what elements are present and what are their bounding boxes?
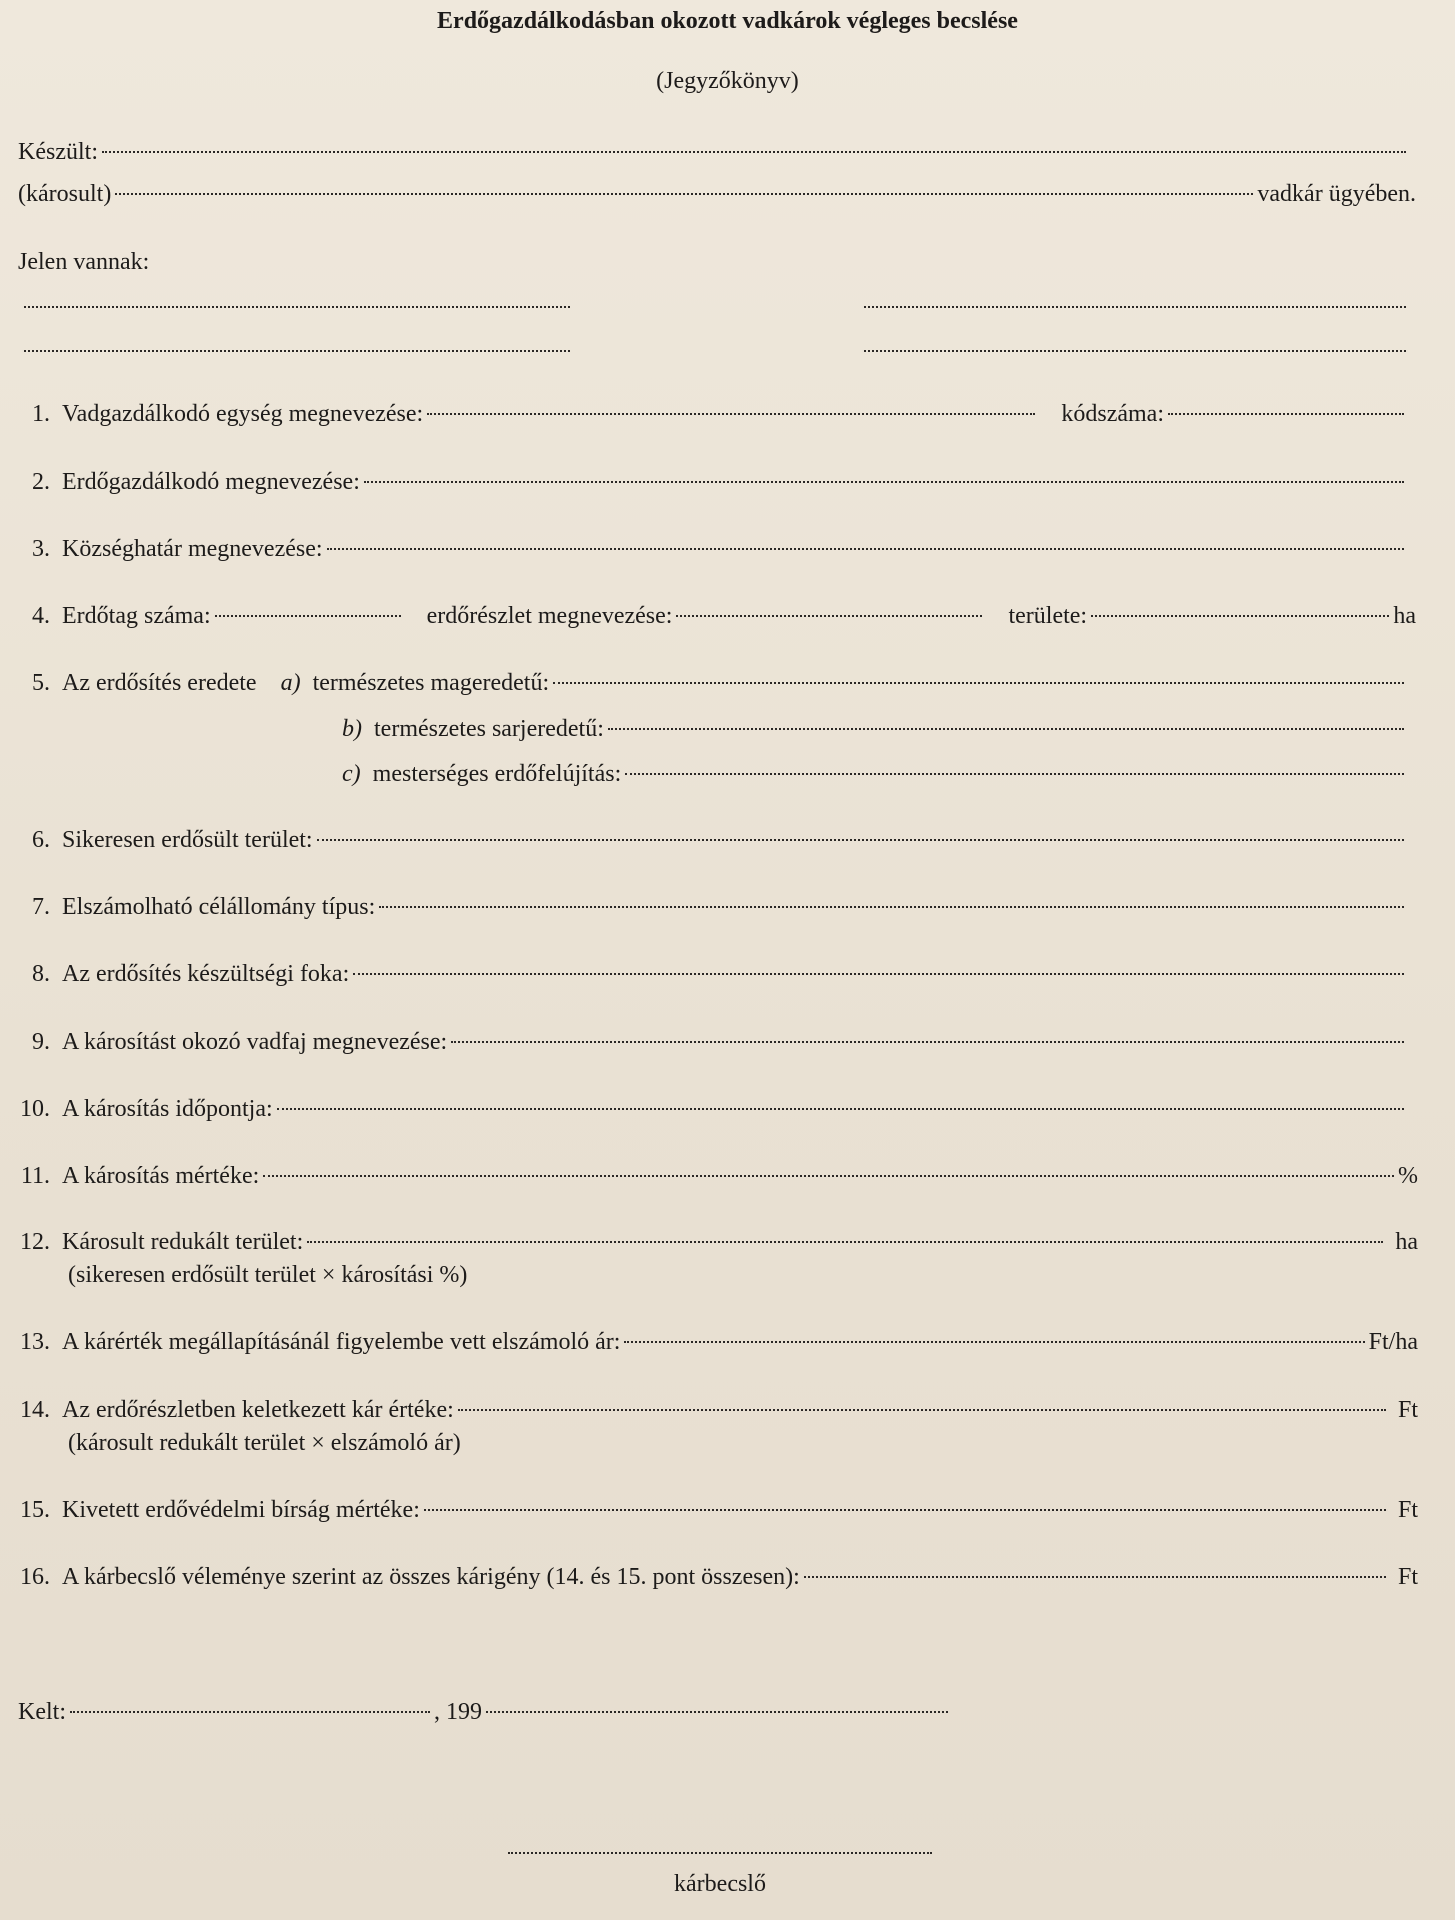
item-label: Erdőtag száma: (62, 603, 211, 629)
karosult-field[interactable] (115, 193, 1253, 195)
attendee-field-4[interactable] (864, 350, 1406, 352)
attendee-field-1[interactable] (24, 306, 570, 308)
item-label: Kivetett erdővédelmi bírság mértéke: (62, 1497, 420, 1523)
erdotag-field[interactable] (215, 615, 401, 617)
item-label: A károsítás mértéke: (62, 1163, 260, 1189)
kelt-year-label: , 199 (434, 1699, 482, 1725)
terulete-field[interactable] (1091, 615, 1389, 617)
item-14-note: (károsult redukált terület × elszámoló ár) (68, 1430, 461, 1456)
option-b-label: természetes sarjeredetű: (374, 716, 604, 742)
sarjeredetu-field[interactable] (608, 728, 1404, 730)
jelen-label: Jelen vannak: (18, 249, 150, 275)
item-number: 8. (32, 961, 50, 987)
item-5 (0, 667, 1408, 699)
option-c-label: mesterséges erdőfelújítás: (372, 761, 622, 787)
item-11 (0, 1160, 1418, 1192)
kodszam-label: kódszáma: (1061, 401, 1164, 427)
signature-line[interactable] (508, 1852, 932, 1854)
item-number: 5. (32, 670, 50, 696)
item-label: Az erdősítés eredete (62, 670, 257, 696)
keszult-label: Készült: (18, 139, 98, 165)
item-number: 11. (20, 1163, 50, 1189)
item-7 (0, 891, 1408, 923)
celallomany-field[interactable] (379, 906, 1404, 908)
option-c-mark: c) (342, 761, 361, 787)
item-label: A kárérték megállapításánál figyelembe vett elszámoló ár: (62, 1329, 621, 1355)
vadgazdalkodo-field[interactable] (427, 413, 1035, 415)
vadfaj-field[interactable] (451, 1041, 1404, 1043)
item-12 (0, 1226, 1418, 1258)
terulete-label: területe: (1008, 603, 1088, 629)
erdoreszlet-field[interactable] (676, 615, 982, 617)
item-8 (0, 958, 1408, 990)
unit-label: ha (1393, 603, 1416, 629)
form-title: Erdőgazdálkodásban okozott vadkárok végleges becslése (437, 8, 1018, 34)
item-5c (342, 758, 1408, 790)
keszult-row (18, 136, 1410, 168)
option-a-label: természetes mageredetű: (312, 670, 550, 696)
item-label: Községhatár megnevezése: (62, 536, 323, 562)
attendee-field-3[interactable] (24, 350, 570, 352)
item-number: 13. (20, 1329, 50, 1355)
item-label: Károsult redukált terület: (62, 1229, 304, 1255)
unit-label: Ft/ha (1368, 1329, 1418, 1355)
signature-label: kárbecslő (674, 1871, 766, 1897)
kar-erteke-field[interactable] (458, 1409, 1386, 1411)
item-15 (0, 1494, 1418, 1526)
keszultsegi-fok-field[interactable] (353, 973, 1404, 975)
keszult-field[interactable] (102, 151, 1406, 153)
item-number: 1. (32, 401, 50, 427)
elszamolo-ar-field[interactable] (624, 1341, 1364, 1343)
item-number: 4. (32, 603, 50, 629)
item-3 (0, 533, 1408, 565)
item-5b (342, 713, 1408, 745)
item-number: 2. (32, 469, 50, 495)
option-a-mark: a) (280, 670, 301, 696)
item-number: 10. (20, 1096, 50, 1122)
item-number: 15. (20, 1497, 50, 1523)
item-label: Vadgazdálkodó egység megnevezése: (62, 401, 424, 427)
attendee-field-2[interactable] (864, 306, 1406, 308)
item-label: Sikeresen erdősült terület: (62, 827, 313, 853)
erdogazdalkodo-field[interactable] (364, 481, 1404, 483)
item-label: A kárbecslő véleménye szerint az összes kárigény (14. és 15. pont összesen): (62, 1564, 800, 1590)
kodszam-field[interactable] (1168, 413, 1404, 415)
item-label: Az erdősítés készültségi foka: (62, 961, 350, 987)
item-number: 6. (32, 827, 50, 853)
kelt-place-field[interactable] (70, 1711, 430, 1713)
kelt-date-field[interactable] (486, 1711, 948, 1713)
karosult-suffix: vadkár ügyében. (1257, 181, 1416, 207)
item-13 (0, 1326, 1418, 1358)
erdoreszlet-label: erdőrészlet megnevezése: (426, 603, 673, 629)
unit-label: Ft (1397, 1564, 1418, 1590)
item-10 (0, 1093, 1408, 1125)
kozseghatar-field[interactable] (327, 548, 1404, 550)
unit-label: ha (1395, 1229, 1418, 1255)
item-label: Erdőgazdálkodó megnevezése: (62, 469, 360, 495)
item-12-note: (sikeresen erdősült terület × károsítási %) (68, 1262, 468, 1288)
item-number: 12. (20, 1229, 50, 1255)
osszes-karigeny-field[interactable] (804, 1576, 1386, 1578)
redukalt-terulet-field[interactable] (307, 1241, 1383, 1243)
item-number: 14. (20, 1397, 50, 1423)
erdosult-terulet-field[interactable] (317, 839, 1404, 841)
item-2 (0, 466, 1408, 498)
unit-label: Ft (1397, 1397, 1418, 1423)
kelt-row (18, 1696, 952, 1728)
item-4 (0, 600, 1416, 632)
item-9 (0, 1026, 1408, 1058)
karosult-label: (károsult) (18, 181, 112, 207)
unit-label: % (1398, 1163, 1418, 1189)
item-16 (0, 1561, 1418, 1593)
item-label: Az erdőrészletben keletkezett kár értéke: (62, 1397, 454, 1423)
birsag-field[interactable] (424, 1509, 1386, 1511)
option-b-mark: b) (342, 716, 362, 742)
unit-label: Ft (1397, 1497, 1418, 1523)
karosult-row (18, 178, 1416, 210)
item-number: 9. (32, 1029, 50, 1055)
item-label: Elszámolható célállomány típus: (62, 894, 376, 920)
item-number: 3. (32, 536, 50, 562)
item-number: 16. (20, 1564, 50, 1590)
mertek-field[interactable] (263, 1175, 1394, 1177)
kelt-label: Kelt: (18, 1699, 66, 1725)
item-14 (0, 1394, 1418, 1426)
mageredetu-field[interactable] (553, 682, 1404, 684)
item-label: A károsítást okozó vadfaj megnevezése: (62, 1029, 448, 1055)
item-label: A károsítás időpontja: (62, 1096, 273, 1122)
item-6 (0, 824, 1408, 856)
mesterseges-field[interactable] (625, 773, 1404, 775)
form-subtitle: (Jegyzőkönyv) (656, 68, 799, 94)
idopont-field[interactable] (277, 1108, 1404, 1110)
item-1 (0, 398, 1408, 430)
item-number: 7. (32, 894, 50, 920)
